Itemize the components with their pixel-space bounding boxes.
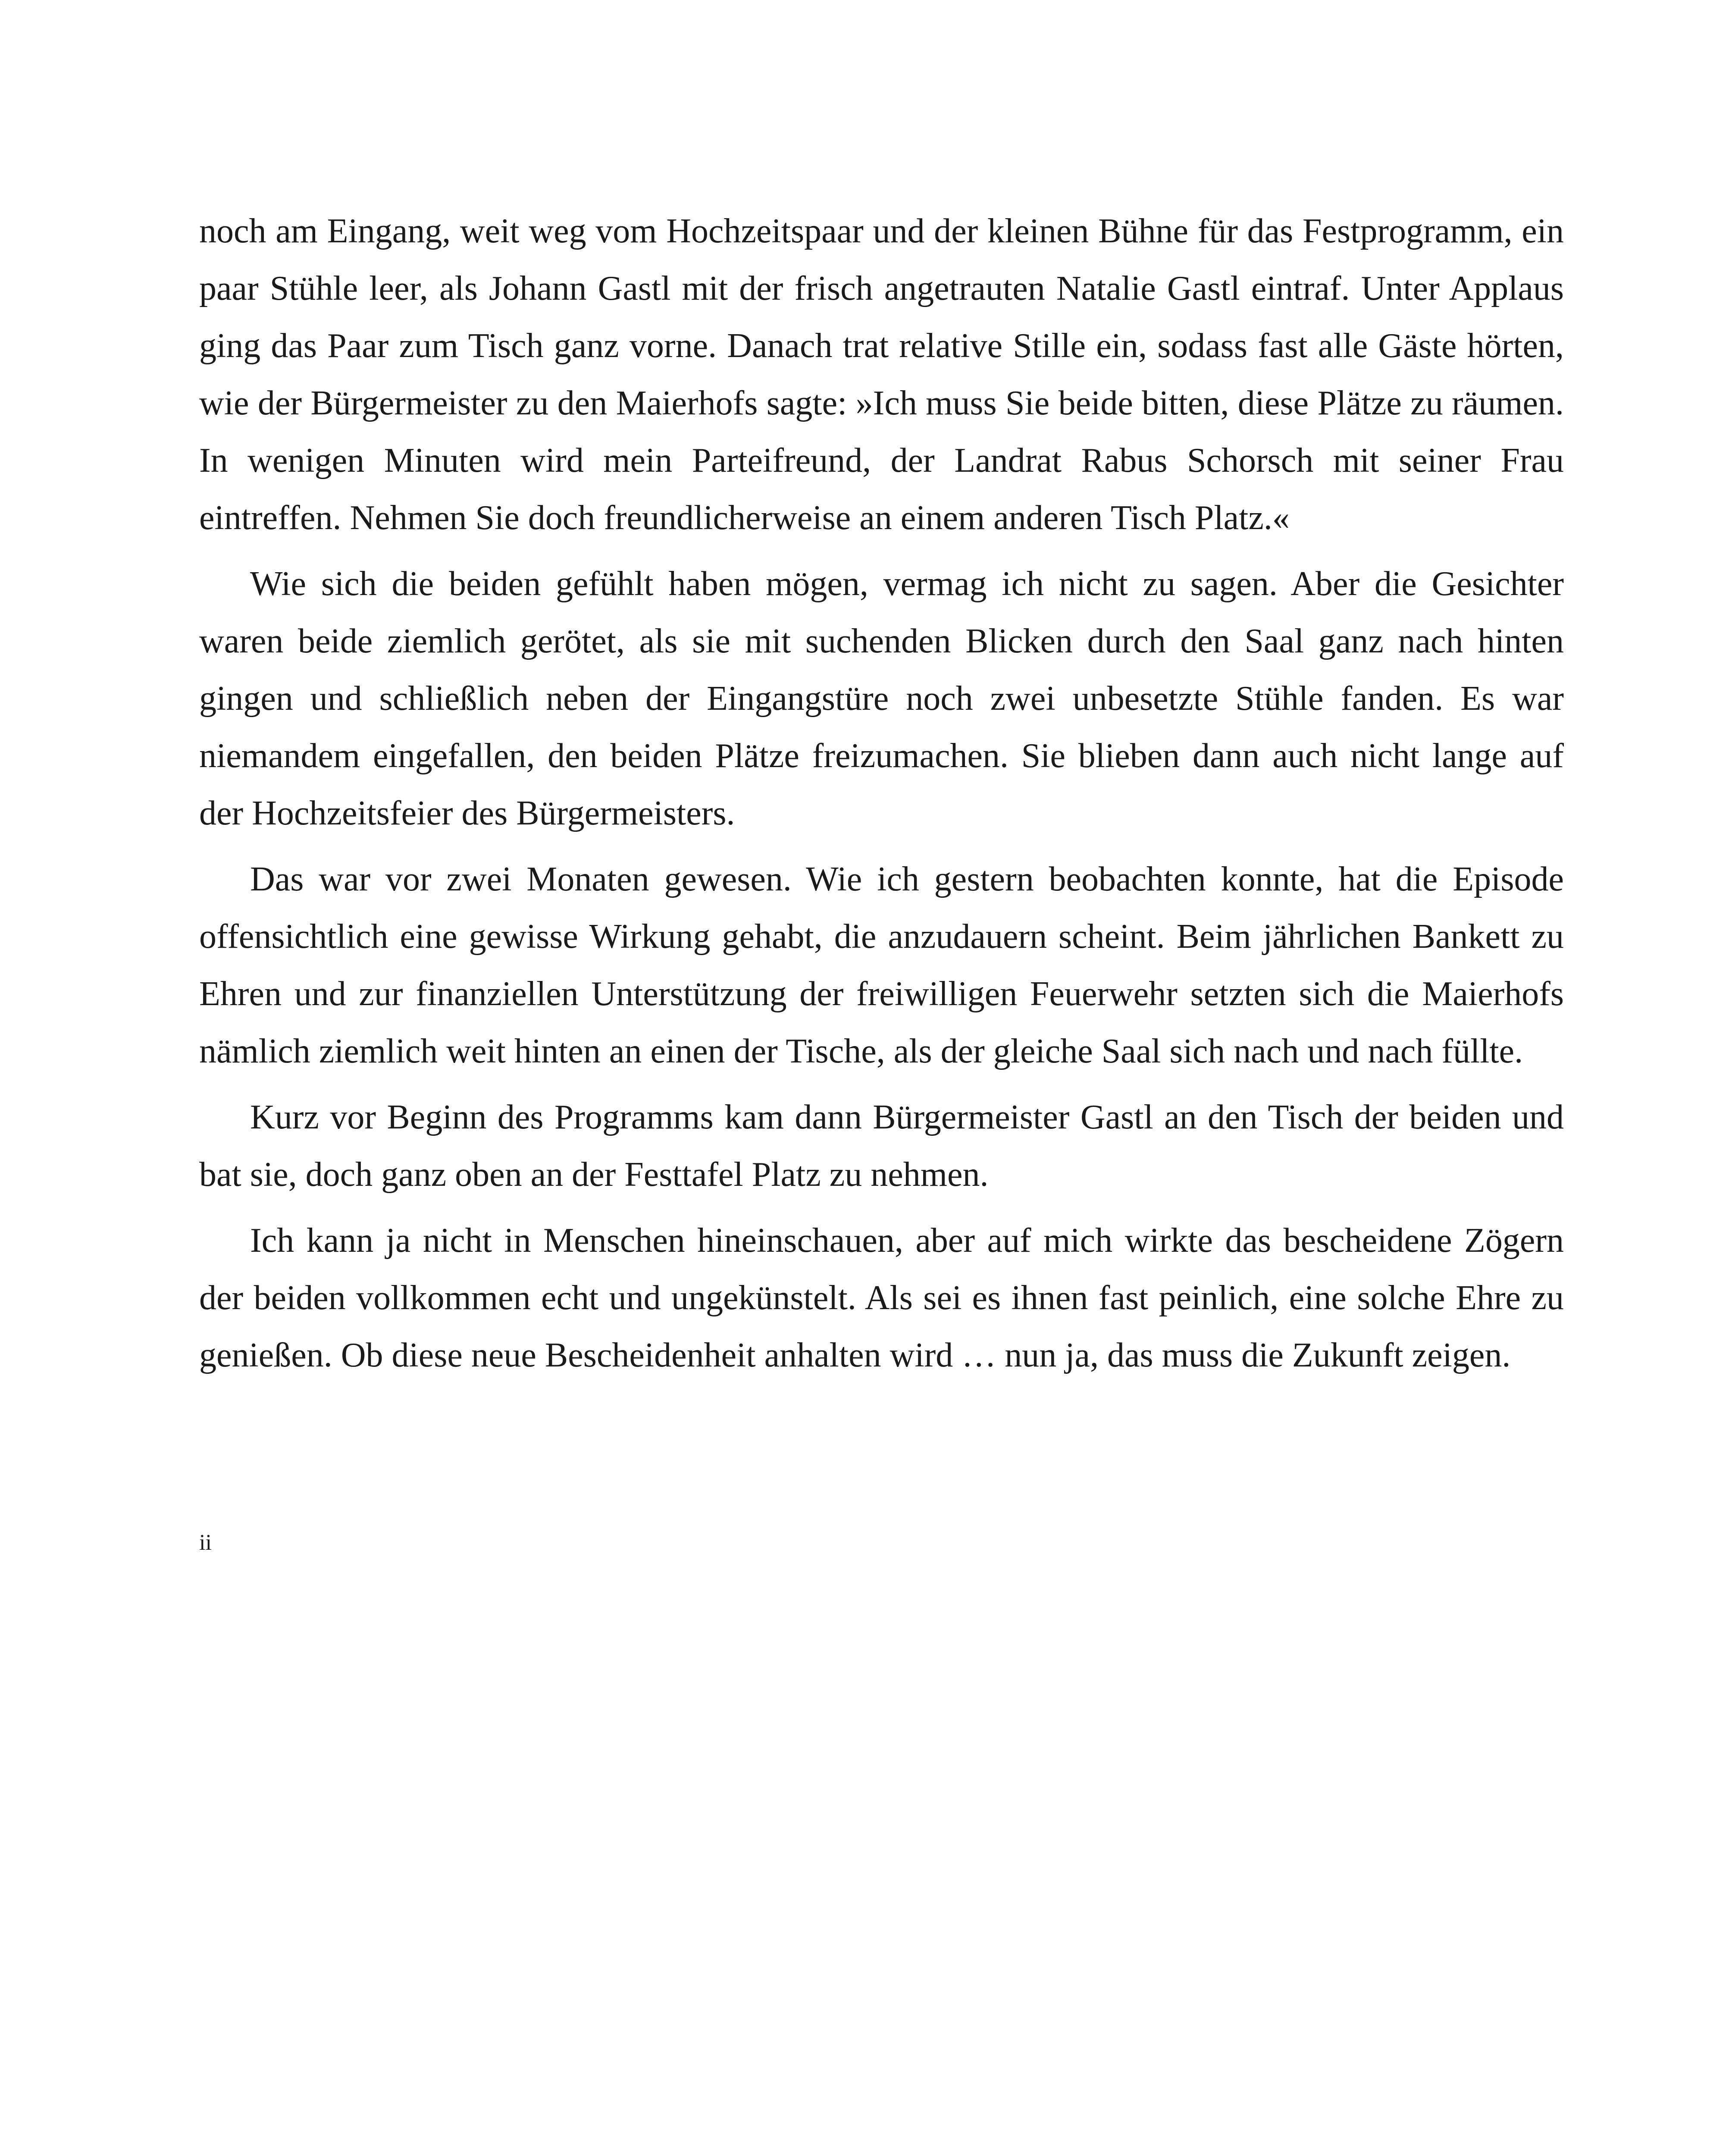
paragraph-continuation: noch am Eingang, weit weg vom Hochzeitspaar und der kleinen Bühne für das Festprogramm, ein paar Stühle leer, als Johann Gastl mit der frisch angetrauten Natalie Gastl eintraf. Unter Applaus ging das Paar zum Tisch ganz vorne. Danach trat relative Stille ein, sodass fast alle Gäste hörten, wie der Bürgermeister zu den Maierhofs sagte: »Ich muss Sie beide bitten, diese Plätze zu räumen. In wenigen Minuten wird mein Parteifreund, der Landrat Rabus Schorsch mit seiner Frau eintreffen. Nehmen Sie doch freundlicherweise an einem anderen Tisch Platz.« [199, 212, 1564, 537]
paragraph: Kurz vor Beginn des Programms kam dann Bürgermeister Gastl an den Tisch der beiden und bat sie, doch ganz oben an der Festtafel Platz zu nehmen. [199, 1098, 1564, 1194]
paragraph: Ich kann ja nicht in Menschen hineinschauen, aber auf mich wirkte das bescheidene Zögern der beiden vollkommen echt und ungekünstelt. Als sei es ihnen fast peinlich, eine solche Ehre zu genießen. Ob diese neue Bescheidenheit anhalten wird … nun ja, das muss die Zukunft zeigen. [199, 1222, 1564, 1374]
paragraph: Das war vor zwei Monaten gewesen. Wie ich gestern beobachten konnte, hat die Episode offensichtlich eine gewisse Wirkung gehabt, die anzudauern scheint. Beim jährlichen Bankett zu Ehren und zur finanziellen Unterstützung der freiwilligen Feuerwehr setzten sich die Maierhofs nämlich ziemlich weit hinten an einen der Tische, als der gleiche Saal sich nach und nach füllte. [199, 860, 1564, 1070]
paragraph: Wie sich die beiden gefühlt haben mögen, vermag ich nicht zu sagen. Aber die Gesichter waren beide ziemlich gerötet, als sie mit suchenden Blicken durch den Saal ganz nach hinten gingen und schließlich neben der Eingangstüre noch zwei unbesetzte Stühle fanden. Es war niemandem eingefallen, den beiden Plätze freizumachen. Sie blieben dann auch nicht lange auf der Hochzeitsfeier des Bürgermeisters. [199, 565, 1564, 832]
body-text [199, 203, 1564, 1384]
footnote-marker: ii [199, 1530, 212, 1555]
